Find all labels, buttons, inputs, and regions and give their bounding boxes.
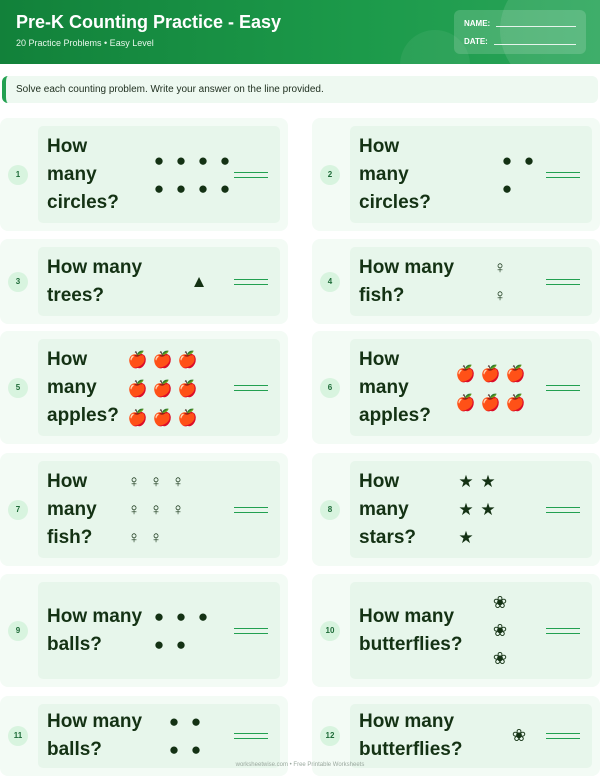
circle-icon: ● [175, 150, 187, 170]
name-label: NAME: [464, 19, 491, 28]
problem-card [0, 331, 288, 444]
fish-icon: ♀ [127, 527, 141, 547]
fish-icon: ♀ [149, 471, 163, 491]
question-text: How many butterflies? [359, 605, 463, 655]
question-text: How many apples? [359, 348, 431, 426]
question-text: How many fish? [47, 470, 97, 548]
problem-number: 6 [320, 378, 340, 398]
apple-icon: 🍎 [480, 365, 501, 383]
circle-icon: ● [153, 150, 165, 170]
answer-line[interactable] [234, 628, 268, 634]
name-date-box [454, 10, 586, 54]
count-items [148, 147, 236, 203]
answer-line[interactable] [546, 507, 580, 513]
circle-icon: ● [501, 178, 513, 198]
circle-icon: ● [175, 178, 187, 198]
ball-icon: ● [168, 712, 180, 731]
star-icon: ★ [458, 471, 474, 491]
problem-card [312, 118, 600, 231]
question-text: How many stars? [359, 470, 417, 548]
fish-icon: ♀ [171, 471, 185, 491]
ball-icon: ● [153, 606, 165, 626]
problem-card [0, 239, 288, 324]
fish-icon: ♀ [149, 499, 163, 519]
star-icon: ★ [458, 527, 474, 547]
ball-icon: ● [175, 634, 187, 654]
count-items [508, 722, 530, 750]
apple-icon: 🍎 [127, 380, 148, 398]
count-items [489, 589, 511, 673]
worksheet-header [0, 0, 600, 64]
problem-number: 7 [8, 500, 28, 520]
problem-number: 4 [320, 272, 340, 292]
ball-icon: ● [175, 606, 187, 626]
problem-box [38, 461, 280, 558]
question-text: How many apples? [47, 348, 119, 426]
problem-box [38, 247, 280, 316]
apple-icon: 🍎 [480, 394, 501, 412]
apple-icon: 🍎 [177, 380, 198, 398]
star-icon: ★ [480, 499, 496, 519]
ball-icon: ● [190, 740, 202, 759]
question-text: How many butterflies? [359, 711, 463, 760]
problem-box [350, 704, 592, 768]
problem-box [350, 247, 592, 316]
page-footer: worksheetwise.com • Free Printable Worksheets [235, 762, 365, 768]
problem-box [38, 126, 280, 223]
instructions: Solve each counting problem. Write your answer on the line provided. [2, 76, 598, 103]
worksheet-title: Pre-K Counting Practice - Easy [16, 12, 282, 32]
problem-number: 1 [8, 165, 28, 185]
ball-icon: ● [168, 740, 180, 759]
answer-line[interactable] [234, 385, 268, 391]
problem-number: 2 [320, 165, 340, 185]
apple-icon: 🍎 [505, 394, 526, 412]
fish-icon: ♀ [493, 257, 507, 277]
count-items [453, 360, 528, 418]
butterfly-icon: ❀ [511, 726, 527, 745]
problem-box [38, 339, 280, 436]
question-text: How many balls? [47, 605, 143, 655]
apple-icon: 🍎 [152, 351, 173, 369]
apple-icon: 🍎 [455, 365, 476, 383]
butterfly-icon: ❀ [492, 620, 508, 640]
answer-line[interactable] [546, 733, 580, 739]
ball-icon: ● [197, 606, 209, 626]
problem-box [350, 339, 592, 436]
name-line[interactable] [496, 26, 576, 27]
fish-icon: ♀ [127, 499, 141, 519]
problem-card [312, 574, 600, 687]
date-line[interactable] [494, 44, 576, 45]
star-icon: ★ [458, 499, 474, 519]
problem-box [350, 461, 592, 558]
count-items [188, 268, 210, 296]
apple-icon: 🍎 [127, 409, 148, 427]
problem-number: 8 [320, 500, 340, 520]
butterfly-icon: ❀ [492, 592, 508, 612]
problem-card [312, 239, 600, 324]
answer-line[interactable] [546, 628, 580, 634]
problem-number: 9 [8, 621, 28, 641]
count-items [496, 147, 540, 203]
problem-card [0, 574, 288, 687]
question-text: How many trees? [47, 256, 143, 306]
answer-line[interactable] [234, 507, 268, 513]
problem-box [350, 582, 592, 679]
apple-icon: 🍎 [152, 380, 173, 398]
problem-number: 11 [8, 726, 28, 746]
count-items [489, 254, 511, 310]
circle-icon: ● [197, 150, 209, 170]
count-items [163, 708, 207, 764]
answer-line[interactable] [234, 279, 268, 285]
problem-card [0, 118, 288, 231]
count-items [125, 346, 200, 433]
problem-card [312, 453, 600, 566]
problem-card [0, 453, 288, 566]
problem-number: 12 [320, 726, 340, 746]
answer-line[interactable] [546, 279, 580, 285]
answer-line[interactable] [234, 172, 268, 178]
problem-card [312, 331, 600, 444]
date-label: DATE: [464, 37, 488, 46]
apple-icon: 🍎 [177, 351, 198, 369]
circle-icon: ● [197, 178, 209, 198]
apple-icon: 🍎 [177, 409, 198, 427]
count-items [455, 468, 499, 552]
count-items [148, 603, 214, 659]
problem-number: 3 [8, 272, 28, 292]
fish-icon: ♀ [171, 499, 185, 519]
star-icon: ★ [480, 471, 496, 491]
circle-icon: ● [153, 178, 165, 198]
circle-icon: ● [219, 178, 231, 198]
tree-icon: ▲ [190, 271, 208, 291]
apple-icon: 🍎 [455, 394, 476, 412]
count-items [123, 468, 189, 552]
circle-icon: ● [523, 150, 535, 170]
problem-box [38, 704, 280, 768]
ball-icon: ● [190, 712, 202, 731]
apple-icon: 🍎 [127, 351, 148, 369]
question-text: How many fish? [359, 256, 455, 306]
question-text: How many balls? [47, 711, 143, 760]
worksheet-subtitle: 20 Practice Problems • Easy Level [16, 38, 154, 48]
butterfly-icon: ❀ [492, 648, 508, 668]
fish-icon: ♀ [149, 527, 163, 547]
circle-icon: ● [219, 150, 231, 170]
answer-line[interactable] [546, 385, 580, 391]
question-text: How many circles? [47, 135, 119, 213]
answer-line[interactable] [546, 172, 580, 178]
answer-line[interactable] [234, 733, 268, 739]
problem-number: 10 [320, 621, 340, 641]
fish-icon: ♀ [493, 285, 507, 305]
circle-icon: ● [501, 150, 513, 170]
problem-box [350, 126, 592, 223]
ball-icon: ● [153, 634, 165, 654]
fish-icon: ♀ [127, 471, 141, 491]
problem-number: 5 [8, 378, 28, 398]
apple-icon: 🍎 [152, 409, 173, 427]
apple-icon: 🍎 [505, 365, 526, 383]
problem-box [38, 582, 280, 679]
question-text: How many circles? [359, 135, 431, 213]
